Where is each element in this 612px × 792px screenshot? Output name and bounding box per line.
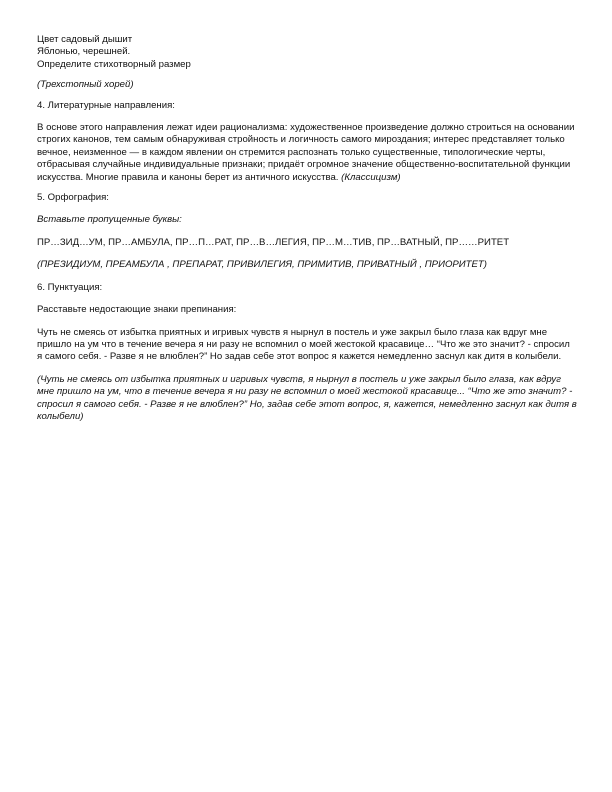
section-4-heading: 4. Литературные направления: — [37, 99, 175, 111]
section-5-answer: (ПРЕЗИДИУМ, ПРЕАМБУЛА , ПРЕПАРАТ, ПРИВИЛЕГИЯ, ПРИМИТИВ, ПРИВАТНЫЙ , ПРИОРИТЕТ) — [37, 259, 487, 271]
poem-question: Определите стихотворный размер — [37, 58, 191, 70]
answer-meter: (Трехстопный хорей) — [37, 79, 134, 91]
poem-block — [37, 34, 577, 71]
section-6-answer: (Чуть не смеясь от избытка приятных и игривых чувств, я нырнул в постель и уже закрыл было глаза, как вдруг мне пришло на ум, что в течение вечера я ни разу не вспомнил о моей жестокой красавице... “Что же это значит? - спросил я самого себя. - Разве я не влюблен?” Но, задав себе этот вопрос, я, кажется, немедленно заснул как дитя в колыбели) — [37, 373, 577, 422]
section-4-body: В основе этого направления лежат идеи рационализма: художественное произведение должно строиться на основании строгих канонов, тем самым обнаруживая стройность и логичность самого мироздания; интерес представляет только вечное, неизменное — в каждом явлении он стремится распознать только существенные, типологические черты, отбрасывая случайные индивидуальные признаки; придаёт огромное значение общественно-воспитательной функции искусства. Многие правила и каноны берет из античного искусства. — [37, 122, 575, 183]
section-6-heading: 6. Пунктуация: — [37, 281, 103, 293]
section-6-text: Чуть не смеясь от избытка приятных и игривых чувств я нырнул в постель и уже закрыл было глаза как вдруг мне пришло на ум что в течение вечера я ни разу не вспомнил о моей жестокой красавице… “Что же это значит? - спросил я самого себя. - Разве я не влюблен?” Но задав себе этот вопрос я кажется немедленно заснул как дитя в колыбели. — [37, 326, 570, 363]
section-6-task: Расставьте недостающие знаки препинания: — [37, 304, 237, 316]
document-page — [37, 34, 577, 423]
poem-line-1: Цвет садовый дышит — [37, 34, 133, 45]
section-4-answer: (Классицизм) — [341, 171, 401, 183]
section-5-task: Вставьте пропущенные буквы: — [37, 214, 182, 226]
section-4-text — [37, 122, 577, 184]
section-5-words: ПР…ЗИД…УМ, ПР…АМБУЛА, ПР…П…РАТ, ПР…В…ЛЕГИЯ, ПР…М…ТИВ, ПР…ВАТНЫЙ, ПР……РИТЕТ — [37, 236, 510, 248]
poem-line-2: Яблонью, черешней. — [37, 46, 131, 58]
section-5-heading: 5. Орфография: — [37, 192, 109, 204]
